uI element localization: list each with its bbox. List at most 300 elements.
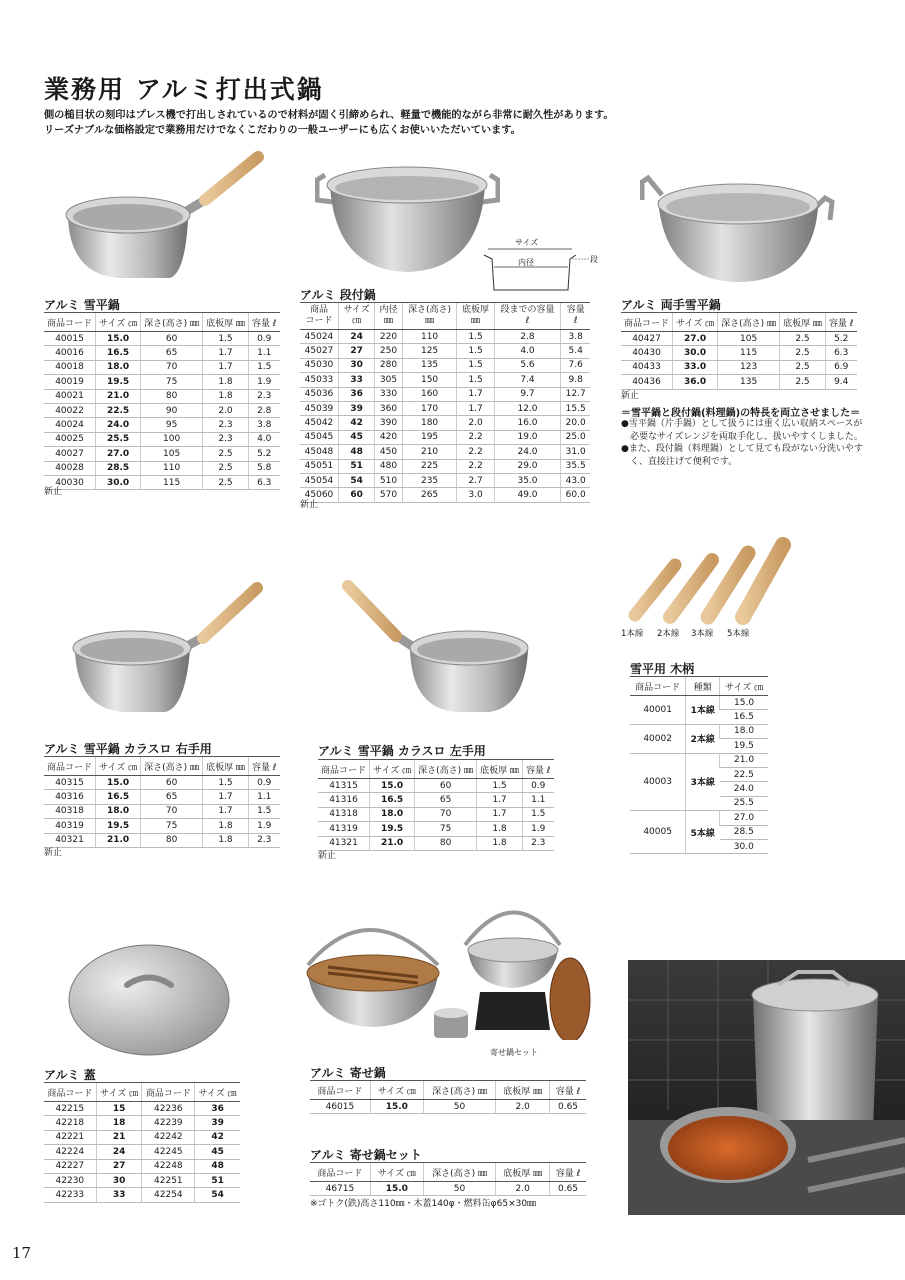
- table-cell: 360: [375, 401, 402, 415]
- table-cell: 27.0: [96, 447, 141, 461]
- table-cell: 45027: [300, 344, 338, 358]
- table-cell: 2.5: [780, 375, 826, 389]
- col-capacity: 容量 ℓ: [550, 1163, 586, 1182]
- table-cell: 15.5: [561, 401, 590, 415]
- table-row: [621, 360, 857, 374]
- ryote-table: [621, 312, 857, 390]
- table-cell: 110: [402, 330, 457, 344]
- table-cell: 54: [195, 1188, 240, 1202]
- table-cell: 42245: [142, 1145, 195, 1159]
- col-code: 商品コード: [44, 1083, 96, 1102]
- table-cell: 40316: [44, 790, 96, 804]
- table-cell: 1.8: [203, 389, 249, 403]
- table-cell: 4.0: [494, 344, 561, 358]
- table-cell: 40433: [621, 360, 673, 374]
- table-cell: 510: [375, 473, 402, 487]
- col-size: サイズ ㎝: [673, 313, 718, 332]
- table-cell: 225: [402, 459, 457, 473]
- table-cell: 80: [415, 836, 477, 850]
- table-row: [621, 375, 857, 389]
- table-row: [44, 418, 280, 432]
- table-cell: 51: [195, 1173, 240, 1187]
- table-cell: 19.5: [96, 375, 141, 389]
- table-cell: 46715: [310, 1182, 370, 1196]
- col-capacity: 容量 ℓ: [550, 1081, 586, 1100]
- table-row: [44, 447, 280, 461]
- handle-kind-cell: 3本線: [686, 753, 720, 811]
- table-header-row: [44, 313, 280, 332]
- table-cell: 95: [141, 418, 203, 432]
- col-size: サイズ ㎝: [720, 677, 768, 696]
- handle-label-2: 2本線: [657, 629, 680, 639]
- handle-label-1: 1本線: [621, 629, 644, 639]
- table-cell: 90: [141, 403, 203, 417]
- karasu-left-title: アルミ 雪平鍋 カラスロ 左手用: [318, 744, 486, 758]
- table-cell: 1.5: [477, 779, 523, 793]
- table-cell: 1.5: [522, 807, 553, 821]
- table-cell: 36.0: [673, 375, 718, 389]
- table-cell: 65: [415, 793, 477, 807]
- table-cell: 330: [375, 387, 402, 401]
- col-code: 商品コード: [318, 760, 370, 779]
- table-cell: 305: [375, 373, 402, 387]
- table-row: [44, 332, 280, 346]
- table-cell: 28.5: [96, 461, 141, 475]
- table-row: [44, 461, 280, 475]
- diagram-size-label: サイズ: [515, 238, 539, 247]
- kitchen-photo: [628, 960, 905, 1215]
- table-cell: 9.7: [494, 387, 561, 401]
- table-cell: 2.5: [780, 360, 826, 374]
- col-size: サイズ ㎝: [370, 1081, 423, 1100]
- col-code: 商品コード: [44, 313, 96, 332]
- karasu-left-note: 新止: [318, 851, 337, 861]
- table-cell: 51: [338, 459, 374, 473]
- table-cell: 27: [96, 1159, 142, 1173]
- table-cell: 420: [375, 430, 402, 444]
- table-cell: 42230: [44, 1173, 96, 1187]
- table-row: [300, 373, 590, 387]
- table-cell: 1.7: [457, 401, 494, 415]
- table-cell: 45024: [300, 330, 338, 344]
- table-cell: 75: [141, 819, 203, 833]
- table-cell: 2.5: [780, 332, 826, 346]
- col-thickness: 底板厚 ㎜: [203, 757, 249, 776]
- table-row: [300, 459, 590, 473]
- table-cell: 70: [141, 804, 203, 818]
- page-number: 17: [12, 1244, 32, 1262]
- table-cell: 1.5: [457, 358, 494, 372]
- wood-handle-title: 雪平用 木柄: [630, 662, 695, 676]
- col-code: 商品コード: [621, 313, 673, 332]
- table-header-row: [44, 757, 280, 776]
- table-cell: 210: [402, 445, 457, 459]
- table-cell: 6.9: [825, 360, 856, 374]
- handle-code-cell: 40005: [630, 811, 686, 854]
- col-depth: 深さ(高さ) ㎜: [415, 760, 477, 779]
- table-cell: 42239: [142, 1116, 195, 1130]
- table-cell: 1.7: [477, 807, 523, 821]
- table-cell: 35.0: [494, 473, 561, 487]
- table-cell: 60: [141, 332, 203, 346]
- table-cell: 80: [141, 833, 203, 847]
- table-cell: 1.7: [477, 793, 523, 807]
- table-cell: 15: [96, 1102, 142, 1116]
- karasu-right-title: アルミ 雪平鍋 カラスロ 右手用: [44, 742, 212, 756]
- table-cell: 105: [141, 447, 203, 461]
- col-depth: 深さ(高さ) ㎜: [402, 303, 457, 330]
- table-row: [318, 836, 554, 850]
- table-cell: 45039: [300, 401, 338, 415]
- table-cell: 1.7: [203, 790, 249, 804]
- table-cell: 390: [375, 416, 402, 430]
- table-cell: 570: [375, 488, 402, 502]
- table-cell: 36: [195, 1102, 240, 1116]
- table-cell: 45048: [300, 445, 338, 459]
- page-title: 業務用 アルミ打出式鍋: [44, 75, 324, 104]
- yose-set-image: [430, 900, 595, 1040]
- karasu-right-table: [44, 756, 280, 848]
- table-cell: 19.5: [96, 819, 141, 833]
- table-cell: 19.0: [494, 430, 561, 444]
- wood-handles-image: [620, 535, 800, 630]
- table-row: [44, 833, 280, 847]
- table-cell: 2.2: [457, 430, 494, 444]
- table-cell: 42227: [44, 1159, 96, 1173]
- table-cell: 0.65: [550, 1182, 586, 1196]
- table-row: [300, 430, 590, 444]
- table-cell: 2.3: [203, 418, 249, 432]
- ryote-title: アルミ 両手雪平鍋: [621, 298, 721, 312]
- table-cell: 2.5: [780, 346, 826, 360]
- table-row: [300, 387, 590, 401]
- diagram-step-label: 段: [590, 255, 598, 264]
- lead-line-2: リーズナブルな価格設定で業務用だけでなくこだわりの一般ユーザーにも広くお使いいただいています。: [44, 125, 521, 136]
- col-depth: 深さ(高さ) ㎜: [718, 313, 780, 332]
- table-row: [44, 360, 280, 374]
- yose-set-note: ※ゴトク(鉄)高さ110㎜・木蓋140φ・燃料缶φ65×30㎜: [310, 1199, 537, 1209]
- table-cell: 125: [402, 344, 457, 358]
- table-row: [318, 822, 554, 836]
- yukihira-pan-image: [60, 145, 275, 285]
- handle-kind-cell: 2本線: [686, 724, 720, 753]
- ryote-features: [621, 418, 863, 468]
- table-header-row: [300, 303, 590, 330]
- table-cell: 21.0: [370, 836, 415, 850]
- table-cell: 1.7: [203, 360, 249, 374]
- table-cell: 24: [96, 1145, 142, 1159]
- col-size: サイズ ㎝: [96, 313, 141, 332]
- table-cell: 65: [141, 346, 203, 360]
- table-cell: 1.9: [522, 822, 553, 836]
- ryote-note: 新止: [621, 391, 640, 401]
- col-size: サイズ ㎝: [370, 1163, 423, 1182]
- table-cell: 170: [402, 401, 457, 415]
- table-row: [44, 432, 280, 446]
- handle-size-cell: 18.0: [720, 724, 768, 738]
- table-row: [630, 724, 768, 738]
- handle-size-cell: 22.5: [720, 767, 768, 781]
- table-row: [318, 779, 554, 793]
- karasu-right-pan-image: [65, 580, 270, 720]
- table-cell: 42248: [142, 1159, 195, 1173]
- yose-pot-image: [298, 905, 448, 1035]
- table-cell: 5.8: [248, 461, 279, 475]
- table-cell: 75: [141, 375, 203, 389]
- table-cell: 1.8: [203, 375, 249, 389]
- table-cell: 40015: [44, 332, 96, 346]
- table-row: [44, 1145, 240, 1159]
- table-cell: 42: [338, 416, 374, 430]
- table-cell: 31.0: [561, 445, 590, 459]
- table-cell: 280: [375, 358, 402, 372]
- handle-size-cell: 27.0: [720, 811, 768, 825]
- table-row: [318, 793, 554, 807]
- handle-kind-cell: 1本線: [686, 696, 720, 725]
- table-cell: 105: [718, 332, 780, 346]
- table-header-row: [630, 677, 768, 696]
- yose-set-table: [310, 1162, 586, 1196]
- handle-size-cell: 19.5: [720, 739, 768, 753]
- table-cell: 1.8: [477, 836, 523, 850]
- table-cell: 41318: [318, 807, 370, 821]
- table-row: [621, 332, 857, 346]
- table-cell: 27.0: [673, 332, 718, 346]
- col-thickness: 底板厚 ㎜: [457, 303, 494, 330]
- table-cell: 1.8: [203, 819, 249, 833]
- table-cell: 110: [141, 461, 203, 475]
- table-cell: 70: [141, 360, 203, 374]
- table-cell: 2.0: [203, 403, 249, 417]
- col-depth: 深さ(高さ) ㎜: [423, 1163, 496, 1182]
- table-cell: 40016: [44, 346, 96, 360]
- col-size: サイズ ㎝: [96, 1083, 142, 1102]
- table-cell: 45033: [300, 373, 338, 387]
- table-row: [44, 819, 280, 833]
- table-cell: 123: [718, 360, 780, 374]
- table-cell: 46015: [310, 1100, 370, 1114]
- table-cell: 1.5: [457, 373, 494, 387]
- table-row: [44, 1130, 240, 1144]
- table-cell: 5.2: [248, 447, 279, 461]
- handle-size-cell: 16.5: [720, 710, 768, 724]
- table-cell: 30: [96, 1173, 142, 1187]
- col-depth: 深さ(高さ) ㎜: [423, 1081, 496, 1100]
- table-cell: 42236: [142, 1102, 195, 1116]
- col-code-2: 商品コード: [142, 1083, 195, 1102]
- table-header-row: [310, 1163, 586, 1182]
- table-row: [44, 1159, 240, 1173]
- table-cell: 1.1: [248, 346, 279, 360]
- table-cell: 45054: [300, 473, 338, 487]
- col-size-2: サイズ ㎝: [195, 1083, 240, 1102]
- table-row: [44, 790, 280, 804]
- table-row: [310, 1182, 586, 1196]
- table-cell: 7.4: [494, 373, 561, 387]
- dantsuki-title: アルミ 段付鍋: [300, 288, 376, 302]
- handle-code-cell: 40001: [630, 696, 686, 725]
- table-cell: 18: [96, 1116, 142, 1130]
- table-cell: 40018: [44, 360, 96, 374]
- handle-size-cell: 25.5: [720, 796, 768, 810]
- table-cell: 16.5: [96, 790, 141, 804]
- table-cell: 1.5: [457, 330, 494, 344]
- table-cell: 15.0: [370, 1100, 423, 1114]
- table-cell: 41319: [318, 822, 370, 836]
- table-row: [630, 811, 768, 825]
- table-cell: 60.0: [561, 488, 590, 502]
- table-row: [44, 1102, 240, 1116]
- col-capacity: 容量 ℓ: [248, 757, 279, 776]
- table-cell: 45051: [300, 459, 338, 473]
- table-row: [300, 401, 590, 415]
- table-cell: 18.0: [96, 804, 141, 818]
- table-cell: 48: [338, 445, 374, 459]
- table-cell: 40321: [44, 833, 96, 847]
- table-cell: 19.5: [370, 822, 415, 836]
- table-cell: 1.5: [248, 804, 279, 818]
- feature-line: ●雪平鍋（片手鍋）として扱うには重く広い収納スペースが: [621, 419, 863, 429]
- table-cell: 16.0: [494, 416, 561, 430]
- step-diagram: [480, 235, 600, 295]
- table-cell: 4.0: [248, 432, 279, 446]
- table-cell: 41321: [318, 836, 370, 850]
- table-cell: 2.8: [248, 403, 279, 417]
- table-cell: 9.8: [561, 373, 590, 387]
- table-cell: 33.0: [673, 360, 718, 374]
- table-row: [44, 804, 280, 818]
- table-cell: 50: [423, 1100, 496, 1114]
- table-cell: 220: [375, 330, 402, 344]
- table-cell: 39: [195, 1116, 240, 1130]
- table-cell: 3.8: [248, 418, 279, 432]
- table-cell: 54: [338, 473, 374, 487]
- table-cell: 5.2: [825, 332, 856, 346]
- table-cell: 60: [338, 488, 374, 502]
- table-cell: 115: [141, 475, 203, 489]
- table-cell: 40030: [44, 475, 96, 489]
- feature-line: 必要なサイズレンジを両取手化し、扱いやすくしました。: [621, 431, 863, 442]
- table-cell: 39: [338, 401, 374, 415]
- table-cell: 1.7: [203, 346, 249, 360]
- table-cell: 1.5: [203, 776, 249, 790]
- table-cell: 40025: [44, 432, 96, 446]
- table-cell: 21.0: [96, 389, 141, 403]
- table-cell: 1.7: [203, 804, 249, 818]
- table-cell: 15.0: [370, 1182, 423, 1196]
- table-cell: 180: [402, 416, 457, 430]
- col-size: サイズ ㎝: [370, 760, 415, 779]
- feature-line: く、直接注げて便利です。: [621, 456, 738, 467]
- table-cell: 150: [402, 373, 457, 387]
- col-size: サイズ ㎝: [96, 757, 141, 776]
- yose-title: アルミ 寄せ鍋: [310, 1066, 386, 1080]
- table-cell: 135: [402, 358, 457, 372]
- table-cell: 235: [402, 473, 457, 487]
- table-cell: 24.0: [494, 445, 561, 459]
- table-cell: 3.0: [457, 488, 494, 502]
- yukihira-title: アルミ 雪平鍋: [44, 298, 120, 312]
- table-row: [300, 330, 590, 344]
- table-cell: 42221: [44, 1130, 96, 1144]
- col-inner: 内径 ㎜: [375, 303, 402, 330]
- dantsuki-table: [300, 302, 590, 503]
- table-cell: 42215: [44, 1102, 96, 1116]
- table-cell: 0.9: [248, 776, 279, 790]
- table-cell: 35.5: [561, 459, 590, 473]
- table-cell: 1.9: [248, 819, 279, 833]
- table-cell: 24.0: [96, 418, 141, 432]
- table-cell: 16.5: [370, 793, 415, 807]
- table-cell: 1.7: [457, 387, 494, 401]
- table-cell: 12.7: [561, 387, 590, 401]
- table-cell: 49.0: [494, 488, 561, 502]
- handle-code-cell: 40003: [630, 753, 686, 811]
- table-cell: 40019: [44, 375, 96, 389]
- handle-code-cell: 40002: [630, 724, 686, 753]
- col-code: 商品コード: [630, 677, 686, 696]
- table-row: [630, 753, 768, 767]
- table-cell: 0.9: [522, 779, 553, 793]
- table-cell: 43.0: [561, 473, 590, 487]
- table-cell: 42: [195, 1130, 240, 1144]
- table-cell: 33: [96, 1188, 142, 1202]
- table-cell: 9.4: [825, 375, 856, 389]
- handle-size-cell: 21.0: [720, 753, 768, 767]
- table-cell: 1.8: [203, 833, 249, 847]
- table-cell: 100: [141, 432, 203, 446]
- lid-table: [44, 1082, 240, 1203]
- table-cell: 33: [338, 373, 374, 387]
- table-cell: 2.3: [203, 432, 249, 446]
- table-cell: 30.0: [673, 346, 718, 360]
- col-code: 商品コード: [310, 1081, 370, 1100]
- table-cell: 250: [375, 344, 402, 358]
- table-cell: 2.3: [248, 389, 279, 403]
- handle-label-5: 5本線: [727, 629, 750, 639]
- table-cell: 7.6: [561, 358, 590, 372]
- table-cell: 1.5: [457, 344, 494, 358]
- col-depth: 深さ(高さ) ㎜: [141, 757, 203, 776]
- col-code: 商品 コード: [300, 303, 338, 330]
- col-capacity: 容量 ℓ: [522, 760, 553, 779]
- table-cell: 2.0: [457, 416, 494, 430]
- table-cell: 160: [402, 387, 457, 401]
- table-cell: 45060: [300, 488, 338, 502]
- col-capacity: 容量 ℓ: [248, 313, 279, 332]
- table-row: [44, 389, 280, 403]
- table-cell: 12.0: [494, 401, 561, 415]
- handle-kind-cell: 5本線: [686, 811, 720, 854]
- table-cell: 25.5: [96, 432, 141, 446]
- table-cell: 24: [338, 330, 374, 344]
- table-header-row: [318, 760, 554, 779]
- handle-size-cell: 30.0: [720, 839, 768, 853]
- table-row: [44, 375, 280, 389]
- table-cell: 15.0: [96, 776, 141, 790]
- table-cell: 2.0: [496, 1100, 550, 1114]
- table-row: [310, 1100, 586, 1114]
- wood-handle-table: [630, 676, 768, 854]
- table-cell: 22.5: [96, 403, 141, 417]
- table-cell: 1.1: [248, 790, 279, 804]
- table-cell: 42251: [142, 1173, 195, 1187]
- table-cell: 18.0: [96, 360, 141, 374]
- table-cell: 60: [415, 779, 477, 793]
- table-row: [44, 1173, 240, 1187]
- table-cell: 42218: [44, 1116, 96, 1130]
- table-cell: 50: [423, 1182, 496, 1196]
